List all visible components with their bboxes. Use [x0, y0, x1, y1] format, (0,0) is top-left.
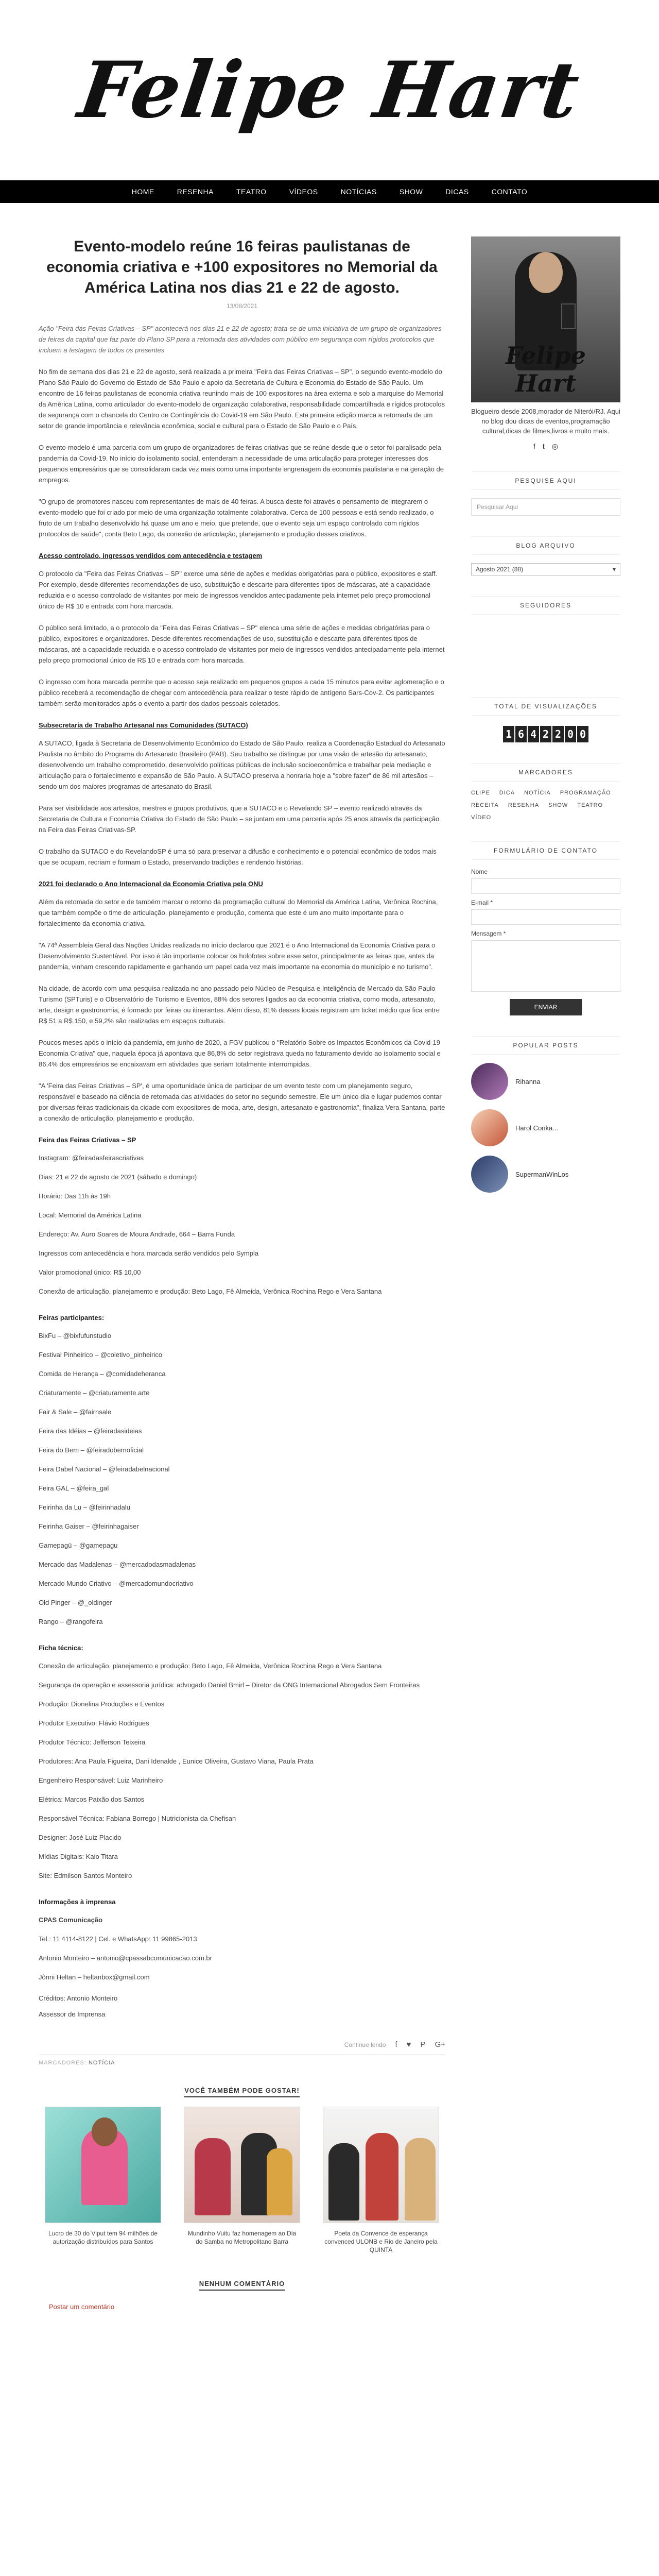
related-thumbnail[interactable] [45, 2107, 161, 2223]
feira-item: Feirinha Gaiser – @feirinhagaiser [39, 1522, 139, 1530]
credit-line: Créditos: Antonio Monteiro [39, 1994, 118, 2002]
press-heading: Informações à imprensa [39, 1898, 116, 1906]
tags-widget [471, 763, 620, 821]
nav-dicas[interactable]: DICAS [445, 188, 469, 196]
ficha-item: Produção: Dionelina Produções e Eventos [39, 1700, 165, 1708]
post-main [39, 236, 445, 2311]
event-info-list [39, 1153, 445, 1297]
main-nav [0, 180, 659, 203]
feira-item: Mercado Mundo Criativo – @mercadomundocriativo [39, 1580, 194, 1587]
author-signature: Felipe Hart [506, 342, 586, 397]
post-paragraph: No fim de semana dos dias 21 e 22 de agosto, será realizada a primeira "Feira das Feiras Criativas – SP", o segundo evento-modelo do Plano São Paulo do Governo do Estado de São Paulo e apoio da Secretaria de Cultura e Economia do Estado de São Paulo. Um encontro de 16 feiras paulistanas de economia criativa reunindo mais de 100 expositores na área externa e sob a marquise do Memorial da América Latina, como articulador do evento-modelo de organização colaborativa, responsabilidade compartilhada e rígidos protocolos de segurança com o chancela do Centro de Contingência do Covid-19 em São Paulo. Esta primeira edição marca a retomada de um setor de grande importância e relevância econômica, social e cultural para o Estado de São Paulo e o País. [39, 368, 445, 430]
widget-heading: SEGUIDORES [471, 596, 620, 615]
ficha-heading: Ficha técnica: [39, 1644, 83, 1652]
send-button[interactable]: ENVIAR [510, 999, 582, 1015]
tag-link[interactable]: NOTÍCIA [524, 790, 551, 796]
ficha-item: Produtor Técnico: Jefferson Teixeira [39, 1738, 146, 1746]
post-paragraph: A SUTACO, ligada à Secretaria de Desenvolvimento Econômico do Estado de São Paulo, realiza a Coordenação Estadual do Artesanato Paulista no âmbito do Programa do Artesanato Brasileiro (PAB). Seu trabalho se distingue por uma visão de artesão do artesanato, desenvolvendo um trabalho comprometido, desenvolvido políticas públicas de inclusão socioeconômica e trabalhar pela mediação e articulação para o fortalecimento e expansão de São Paulo. A SUTACO preserva a honraria hoje a "sobre fazer" de 86 mil artesãos – sendo um dos maiores programas de artesanato do Brasil. [39, 739, 445, 790]
counter-digit: 2 [540, 726, 551, 742]
ficha-item: Designer: José Luiz Placido [39, 1834, 122, 1841]
ficha-item: Engenheiro Responsável: Luiz Marinheiro [39, 1776, 163, 1784]
followers-widget [471, 596, 620, 615]
counter-digit: 0 [565, 726, 576, 742]
event-info-heading: Feira das Feiras Criativas – SP [39, 1136, 136, 1144]
feira-item: Feira Dabel Nacional – @feiradabelnacional [39, 1465, 170, 1473]
feira-item: Feira das Idéias – @feiradasideias [39, 1427, 142, 1435]
counter-digit: 4 [528, 726, 539, 742]
related-caption[interactable]: Mundinho Vuitu faz homenagem ao Dia do Samba no Metropolitano Barra [187, 2230, 297, 2245]
archive-widget [471, 536, 620, 575]
event-info-item: Conexão de articulação, planejamento e produção: Beto Lago, Fê Almeida, Verônica Rochina Rego e Vera Santana [39, 1287, 382, 1295]
post-intro: Ação "Feira das Feiras Criativas – SP" acontecerá nos dias 21 e 22 de agosto; trata-se de uma iniciativa de um grupo de organizadores de feiras da capital que faz parte do Plano SP para a retomada das atividades com público em segurança com rígidos protocolos que incluem a testagem de todos os presentes [39, 325, 442, 354]
counter-digit: 2 [552, 726, 564, 742]
widget-heading: PESQUISE AQUI [471, 471, 620, 490]
tag-link[interactable]: TEATRO [577, 802, 603, 808]
facebook-icon[interactable]: f [395, 2040, 397, 2049]
popular-thumbnail[interactable] [471, 1109, 508, 1146]
nav-noticias[interactable]: NOTÍCIAS [340, 188, 377, 196]
widget-heading: MARCADORES [471, 763, 620, 782]
feira-item: Rango – @rangofeira [39, 1618, 103, 1625]
tag-link[interactable]: RESENHA [508, 802, 540, 808]
ficha-item: Segurança da operação e assessoria jurídica: advogado Daniel Bmirl – Diretor da ONG Internacional Abrogados Sem Fronteiras [39, 1681, 420, 1689]
comments-heading-text: NENHUM COMENTÁRIO [199, 2280, 285, 2291]
popular-post[interactable] [471, 1109, 620, 1146]
post-paragraph: Na cidade, de acordo com uma pesquisa realizada no ano passado pelo Núcleo de Pesquisa e Inteligência de Mercado da São Paulo Turismo (SPTuris) e o Observatório de Turismo e Eventos, 88% dos setores ligados ao da economia criativa, como moda, artesanato, arte, design e gastronomia, é formado por feiras ou itinerantes. Além disso, 81% desses locais registram um ticket médio que fica entre R$ 51 a R$ 150, e 59,2% são realizadas em espaços culturais. [39, 985, 440, 1025]
related-heading-text: VOCÊ TAMBÉM PODE GOSTAR! [184, 2087, 300, 2097]
ficha-item: Mídias Digitais: Kaio Titara [39, 1853, 118, 1860]
press-item: Tel.: 11 4114-8122 | Cel. e WhatsApp: 11 99865-2013 [39, 1935, 197, 1943]
ficha-list [39, 1660, 445, 1881]
feira-item: Feira GAL – @feira_gal [39, 1484, 109, 1492]
name-label: Nome [471, 868, 488, 875]
nav-resenha[interactable]: RESENHA [177, 188, 214, 196]
post-title: Evento-modelo reúne 16 feiras paulistanas de economia criativa e +100 expositores no Memorial da América Latina nos dias 21 e 22 de agosto. [46, 238, 438, 296]
feira-item: Criaturamente – @criaturamente.arte [39, 1389, 150, 1397]
widget-heading: BLOG ARQUIVO [471, 536, 620, 555]
archive-select[interactable] [471, 563, 620, 575]
post-paragraph: Poucos meses após o início da pandemia, em junho de 2020, a FGV publicou o "Relatório Sobre os Impactos Econômicos da Covid-19 Economia Criativa" que, naquela época já apontava que 86,8% do setor registrava queda no faturamento devido ao isolamento social e 86,4% dos empresários se encaixavam em atividades que seriam totalmente interrompidas. [39, 1039, 441, 1068]
email-field[interactable] [471, 909, 620, 925]
popular-posts-widget [471, 1036, 620, 1193]
site-title-logo[interactable]: Felipe Hart [73, 45, 586, 135]
feira-item: Festival Pinheirico – @coletivo_pinheirico [39, 1351, 163, 1359]
related-post[interactable] [184, 2107, 300, 2254]
nav-home[interactable]: HOME [131, 188, 154, 196]
counter-digit: 0 [577, 726, 588, 742]
author-social [471, 442, 620, 451]
author-bio: Blogueiro desde 2008,morador de Niterói/RJ. Aqui no blog dou dicas de eventos,programação cultural,dicas de filmes,livros e muito mais. [471, 408, 620, 435]
popular-title[interactable]: Rihanna [515, 1077, 541, 1086]
twitter-icon[interactable]: ♥ [406, 2040, 411, 2049]
feira-item: Comida de Herança – @comidadeheranca [39, 1370, 166, 1378]
tag-link[interactable]: CLIPE [471, 790, 490, 796]
related-caption[interactable]: Poeta da Convence de esperança convenced ULONB e Rio de Janeiro pela QUINTA [324, 2230, 438, 2253]
popular-thumbnail[interactable] [471, 1156, 508, 1193]
event-info-item: Local: Memorial da América Latina [39, 1211, 142, 1219]
tag-link[interactable]: RECEITA [471, 802, 499, 808]
event-info-item: Valor promocional único: R$ 10,00 [39, 1268, 141, 1276]
post-paragraph: "O grupo de promotores nasceu com representantes de mais de 40 feiras. A busca deste foi através o pensamento de integrarem o evento-modelo que foi criado por meio de uma organização totalmente colaborativa. Cerca de 100 pessoas e está sendo realizado, o fruto de um trabalho desenvolvido há quase um ano e meio, que pretende, que o evento seja um espaço controlado com rígidos protocolos de saúde", conta Beto Lago, da conexão de articulação, planejamento e produção desses criativos. [39, 498, 434, 538]
event-info-item: Dias: 21 e 22 de agosto de 2021 (sábado e domingo) [39, 1173, 197, 1181]
popular-title[interactable]: Harol Conka... [515, 1124, 559, 1132]
popular-post[interactable] [471, 1063, 620, 1100]
post-date: 13/08/2021 [226, 302, 258, 310]
post-paragraph: O público será limitado, a o protocolo da "Feira das Feiras Criativas – SP" elenca uma série de ações e medidas obrigatórias para o público, expositores e organizadores. Desde diferentes recomendações de uso, substituição e descarte para diferentes tipos de máscaras, até a capacidade reduzida e o acesso controlado de visitantes por meio de ingressos vendidos antecipadamente pela internet pelo preço promocional único de R$ 10 e entrada com hora marcada. [39, 624, 445, 664]
related-heading [39, 2087, 445, 2094]
tag-link[interactable]: SHOW [548, 802, 568, 808]
post-paragraph: "A 'Feira das Feiras Criativas – SP', é uma oportunidade única de participar de um evento teste com um planejamento seguro, responsável e baseado na ciência de retomada das atividades do setor no segundo semestre. Ele um único dia e lugar pudemos contar por diversas feiras tradicionais da cidade com expositores de moda, arte, design, artesanato e gastronomia", finaliza Vera Santana, parte a conexão de articulação, planejamento e produção. [39, 1082, 445, 1122]
twitter-icon[interactable]: t [542, 442, 545, 450]
facebook-icon[interactable]: f [533, 442, 535, 450]
credit-line: Assessor de Imprensa [39, 2010, 106, 2018]
nav-teatro[interactable]: TEATRO [236, 188, 267, 196]
press-list [39, 1914, 445, 1982]
counter-digit: 6 [515, 726, 527, 742]
feira-item: Gamepagü – @gamepagu [39, 1541, 118, 1549]
label-link[interactable]: NOTÍCIA [88, 2060, 115, 2066]
counter-digit: 1 [503, 726, 514, 742]
event-info-item: Instagram: @feiradasfeirascriativas [39, 1154, 144, 1162]
nav-videos[interactable]: VÍDEOS [289, 188, 318, 196]
post-paragraph: O protocolo da "Feira das Feiras Criativas – SP" exerce uma série de ações e medidas obrigatórias para o público, expositores e staff. Por exemplo, desde diferentes recomendações de uso, substituição e descarte para diferentes tipos de máscaras, até a capacidade reduzida e o acesso controlado de visitantes por meio de ingressos vendidos antecipadamente pela internet pelo preço promocional único de R$ 10 e entrada com hora marcada. [39, 570, 438, 610]
credits [39, 1993, 445, 2020]
nav-contato[interactable]: CONTATO [491, 188, 528, 196]
widget-heading: TOTAL DE VISUALIZAÇÕES [471, 697, 620, 716]
event-info-item: Endereço: Av. Auro Soares de Moura Andrade, 664 – Barra Funda [39, 1230, 235, 1238]
widget-heading: FORMULÁRIO DE CONTATO [471, 841, 620, 860]
feiras-heading: Feiras participantes: [39, 1314, 105, 1321]
comments-heading [39, 2280, 445, 2287]
pinterest-icon[interactable]: P [420, 2040, 426, 2049]
archive-selected: Agosto 2021 (88) [476, 566, 524, 573]
feira-item: Feira do Bem – @feiradobemoficial [39, 1446, 144, 1454]
press-item: Jônni Heltan – heltanbox@gmail.com [39, 1973, 150, 1981]
post-paragraph: Além da retomada do setor e de também marcar o retorno da programação cultural do Memorial da América Latina, Verônica Rochina, que também compõe o time de articulação, planejamento e produção, comenta que este é um ano muito importante para o fortalecimento da economia criativa. [39, 898, 438, 927]
tag-link[interactable]: VÍDEO [471, 815, 492, 821]
section-heading: Subsecretaria de Trabalho Artesanal nas Comunidades (SUTACO) [39, 721, 248, 729]
phone-shape [561, 303, 576, 329]
post-paragraph: O trabalho da SUTACO e do RevelandoSP é uma só para preservar a difusão e conhecimento e o potencial econômico de todos mais que se ocupam, recriam e formam o Estado, preservando tradições e rendendo histórias. [39, 848, 437, 866]
search-widget [471, 471, 620, 516]
share-row [39, 2040, 445, 2049]
ficha-item: Responsável Técnica: Fabiana Borrego | Nutricionista da Chefisan [39, 1815, 236, 1822]
ficha-item: Conexão de articulação, planejamento e produção: Beto Lago, Fê Almeida, Verônica Rochina Rego e Vera Santana [39, 1662, 382, 1670]
views-counter [471, 726, 620, 742]
ficha-item: Produtor Executivo: Flávio Rodrigues [39, 1719, 149, 1727]
section-heading: 2021 foi declarado o Ano Internacional da Economia Criativa pela ONU [39, 880, 263, 888]
post-comment-link[interactable]: Postar um comentário [49, 2303, 115, 2311]
event-info-item: Horário: Das 11h às 19h [39, 1192, 111, 1200]
related-caption[interactable]: Lucro de 30 do Viput tem 94 milhões de autorização distribuídos para Santos [48, 2230, 158, 2245]
nav-show[interactable]: SHOW [399, 188, 423, 196]
email-label: E-mail * [471, 899, 493, 906]
google-plus-icon[interactable]: G+ [435, 2040, 445, 2049]
popular-title[interactable]: SupermanWinLos [515, 1170, 569, 1178]
feira-item: Fair & Sale – @fairnsale [39, 1408, 112, 1416]
ficha-item: Produtores: Ana Paula Figueira, Dani Idenalde , Eunice Oliveira, Gustavo Viana, Paula Prata [39, 1757, 314, 1765]
feiras-list [39, 1330, 445, 1627]
tag-list [471, 790, 620, 821]
labels-prefix: MARCADORES: [39, 2060, 86, 2066]
site-header [0, 0, 659, 180]
continue-reading-label: Continue lendo [344, 2041, 386, 2048]
press-item: CPAS Comunicação [39, 1916, 103, 1924]
press-item: Antonio Monteiro – antonio@cpassabcomunicacao.com.br [39, 1954, 212, 1962]
widget-heading: POPULAR POSTS [471, 1036, 620, 1055]
contact-form-widget [471, 841, 620, 1015]
instagram-icon[interactable]: ◎ [551, 442, 558, 450]
related-thumbnail[interactable] [184, 2107, 300, 2223]
author-head [529, 252, 563, 293]
popular-thumbnail[interactable] [471, 1063, 508, 1100]
tag-link[interactable]: DICA [499, 790, 515, 796]
tag-link[interactable]: PROGRAMAÇÃO [560, 790, 611, 796]
name-field[interactable] [471, 878, 620, 894]
section-heading: Acesso controlado, ingressos vendidos com antecedência e testagem [39, 552, 263, 560]
post-body [39, 323, 445, 2020]
related-post[interactable] [323, 2107, 439, 2254]
sidebar [471, 236, 620, 2311]
feira-item: Mercado das Madalenas – @mercadodasmadalenas [39, 1561, 196, 1568]
message-field[interactable] [471, 940, 620, 992]
search-input[interactable]: Pesquisar Aqui [471, 498, 620, 516]
event-info-item: Ingressos com antecedência e hora marcada serão vendidos pelo Sympla [39, 1249, 259, 1257]
author-photo [471, 236, 620, 402]
related-post[interactable] [45, 2107, 161, 2254]
feira-item: BixFu – @bixfufunstudio [39, 1332, 112, 1340]
views-widget [471, 697, 620, 742]
ficha-item: Site: Edmilson Santos Monteiro [39, 1872, 132, 1879]
post-labels [39, 2054, 445, 2066]
post-paragraph: O evento-modelo é uma parceria com um grupo de organizadores de feiras criativas que se reúne desde que o setor foi paralisado pela pandemia da Covid-19. No início do isolamento social, entenderam a necessidade de uma articulação para proteger interesses dos pequenos empresários que se consolidaram cada vez mais como uma importante engrenagem da economia paulistana e na geração de empregos. [39, 444, 444, 484]
related-thumbnail[interactable] [323, 2107, 439, 2223]
post-paragraph: Para ser visibilidade aos artesãos, mestres e grupos produtivos, que a SUTACO e o Revelando SP – evento realizado através da Secretaria de Cultura e Economia Criativa do Estado de São Paulo – se juntam em uma parceria após 25 anos através da participação na Feira das Feiras Criativas-SP. [39, 804, 440, 834]
feira-item: Feirinha da Lu – @feirinhadalu [39, 1503, 130, 1511]
popular-post[interactable] [471, 1156, 620, 1193]
post-paragraph: O ingresso com hora marcada permite que o acesso seja realizado em pequenos grupos a cada 15 minutos para evitar aglomeração e o público receberá a recomendação de chegar com antecedência para realizar o teste rápido de antígeno Sars-Cov-2. Os participantes também serão monitorados após o evento a partir dos dados pessoais coletados. [39, 678, 444, 707]
ficha-item: Elétrica: Marcos Paixão dos Santos [39, 1795, 145, 1803]
post-paragraph: "A 74ª Assembleia Geral das Nações Unidas realizada no início declarou que 2021 é o Ano Internacional da Economia Criativa para o Desenvolvimento Sustentável. Por isso é tão importante colocar os holofotes sobre esse setor, principalmente as feiras que, antes da pandemia, vinham crescendo rapidamente e ganhando um papel cada vez mais importante na economia do município e no turismo". [39, 941, 436, 971]
chevron-down-icon: ▾ [612, 566, 616, 573]
related-posts [39, 2107, 445, 2254]
feira-item: Old Pinger – @_oldinger [39, 1599, 112, 1606]
message-label: Mensagem * [471, 930, 506, 937]
